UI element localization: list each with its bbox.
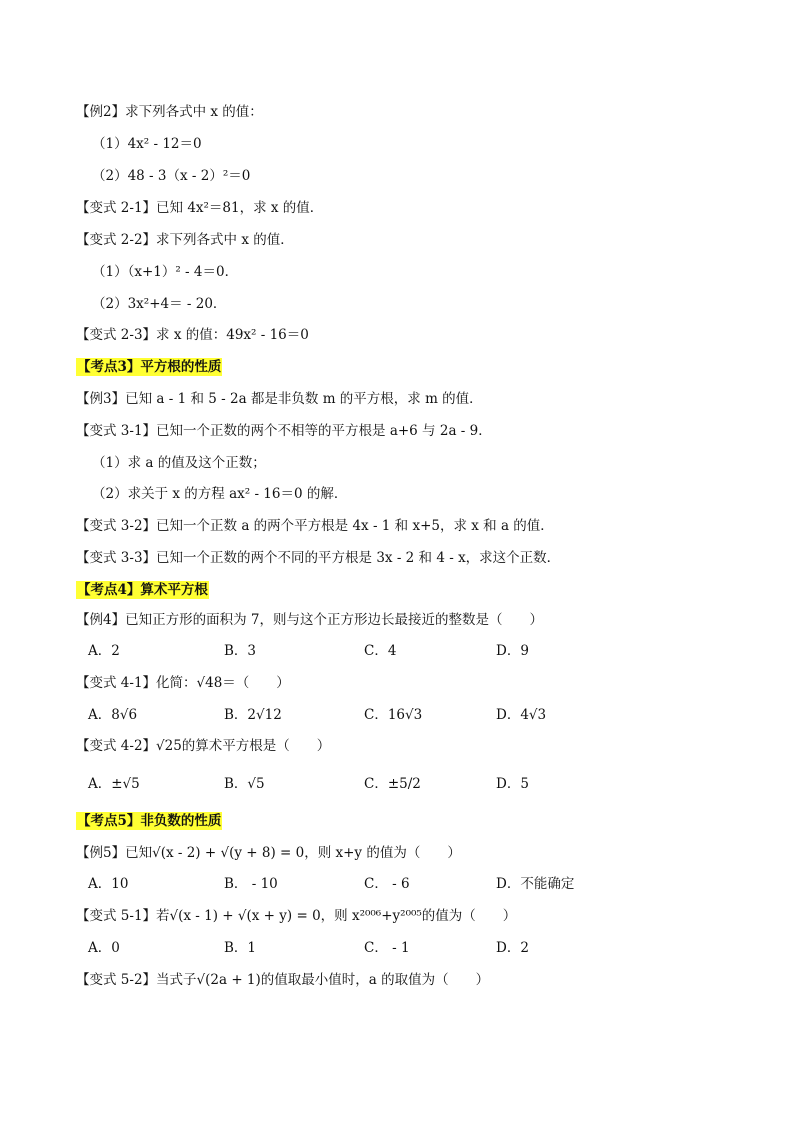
option-b: B．1 [224,940,257,956]
variant-3-1-part-1-text: （1）求 a 的值及这个正数； [92,455,266,471]
section-5-title: 【考点5】非负数的性质 [77,813,222,829]
option-d: D．4√3 [496,707,547,723]
option-a: A．8√6 [88,707,138,723]
example-3-text: 【例3】已知 a - 1 和 5 - 2a 都是非负数 m 的平方根，求 m 的值． [76,391,483,407]
option-b: B．√5 [224,776,265,792]
variant-2-2 [76,230,294,250]
variant-3-1-text: 【变式 3-1】已知一个正数的两个不相等的平方根是 a+6 与 2a - 9． [76,423,492,439]
variant-2-1 [76,198,323,218]
example-2 [76,102,263,122]
variant-5-2-text: 【变式 5-2】当式子√(2a + 1)的值取最小值时，a 的取值为（ ） [76,972,490,988]
example-5-options [88,873,648,895]
section-4-heading [76,580,209,600]
variant-2-2-part-2 [92,294,226,314]
option-c: C．4 [364,643,397,659]
option-a: A．0 [88,940,120,956]
variant-5-2 [76,970,489,990]
variant-2-3-text: 【变式 2-3】求 x 的值：49x² - 16＝0 [76,327,309,343]
example-2-part-2 [92,166,250,186]
option-a: A．2 [88,643,120,659]
variant-3-2-text: 【变式 3-2】已知一个正数 a 的两个平方根是 4x - 1 和 x+5，求 x 和 a 的值． [76,518,554,534]
variant-3-3-text: 【变式 3-3】已知一个正数的两个不同的平方根是 3x - 2 和 4 - x，求这个正数． [76,550,561,566]
example-2-part-1-text: （1）4x² - 12＝0 [92,136,202,152]
example-3 [76,389,483,409]
variant-4-2-text: 【变式 4-2】√25的算术平方根是（ ） [76,738,331,754]
variant-3-2 [76,516,554,536]
example-5-text: 【例5】已知√(x - 2) + √(y + 8) = 0，则 x+y 的值为（ ） [76,845,461,861]
option-b: B．3 [224,643,257,659]
option-d: D．2 [496,940,529,956]
variant-2-2-text: 【变式 2-2】求下列各式中 x 的值． [76,232,294,248]
variant-2-2-part-1-text: （1）（x+1）² - 4＝0． [92,264,239,280]
option-d: D．5 [496,776,529,792]
variant-3-1-part-2 [92,484,347,504]
variant-2-2-part-2-text: （2）3x²+4＝ - 20． [92,296,227,312]
variant-2-1-text: 【变式 2-1】已知 4x²＝81，求 x 的值． [76,200,324,216]
section-5-heading [76,811,222,831]
example-4-options [88,640,648,662]
variant-4-1-text: 【变式 4-1】化简：√48＝（ ） [76,675,290,691]
variant-2-3 [76,325,309,345]
option-c: C． - 6 [364,876,410,892]
variant-3-3 [76,548,560,568]
variant-5-1-text: 【变式 5-1】若√(x - 1) + √(x + y) = 0，则 x²⁰⁰⁶+y²⁰⁰⁵的值为（ ） [76,908,517,924]
variant-3-1-part-1 [92,453,266,473]
variant-4-1-options [88,704,648,726]
section-4-title: 【考点4】算术平方根 [77,582,208,598]
option-b: B．2√12 [224,707,282,723]
option-c: C．16√3 [364,707,423,723]
example-2-part-2-text: （2）48 - 3（x - 2）²＝0 [92,168,251,184]
variant-4-2-options [88,773,648,795]
example-4-text: 【例4】已知正方形的面积为 7，则与这个正方形边长最接近的整数是（ ） [76,612,543,628]
variant-3-1 [76,421,492,441]
variant-4-1 [76,673,290,693]
example-4 [76,610,543,630]
example-5 [76,843,461,863]
section-3-title: 【考点3】平方根的性质 [77,359,222,375]
variant-4-2 [76,736,330,756]
option-c: C． - 1 [364,940,410,956]
example-2-part-1 [92,134,202,154]
variant-5-1-options [88,937,648,959]
variant-5-1 [76,906,516,926]
option-d: D．不能确定 [496,876,575,892]
option-b: B． - 10 [224,876,278,892]
variant-3-1-part-2-text: （2）求关于 x 的方程 ax² - 16＝0 的解． [92,486,348,502]
option-d: D．9 [496,643,529,659]
option-a: A．±√5 [88,776,140,792]
option-a: A．10 [88,876,129,892]
option-c: C．±5/2 [364,776,421,792]
variant-2-2-part-1 [92,262,238,282]
example-2-text: 【例2】求下列各式中 x 的值： [76,104,263,120]
section-3-heading [76,357,222,377]
